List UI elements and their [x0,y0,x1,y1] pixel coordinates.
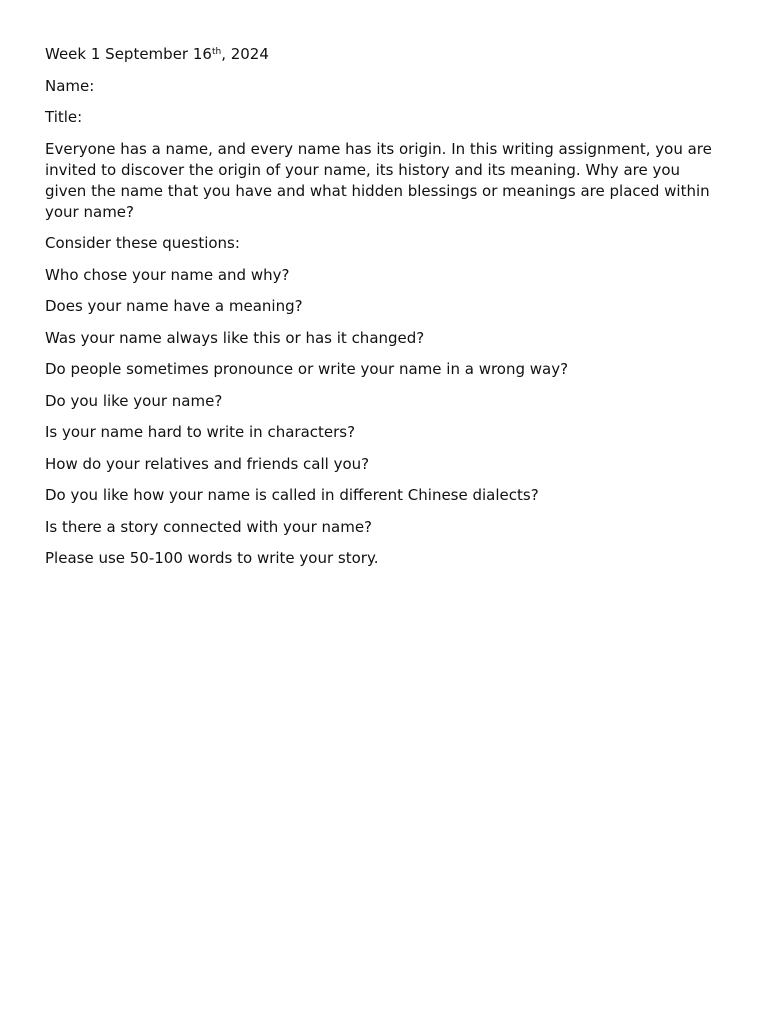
question-item: How do your relatives and friends call you? [45,454,370,473]
name-label: Name: [45,76,95,95]
question-list [45,265,725,538]
question-item: Do you like how your name is called in different Chinese dialects? [45,486,539,504]
question-item: Do you like your name? [45,391,223,410]
document-body [45,44,725,580]
question-item: Do people sometimes pronounce or write your name in a wrong way? [45,360,569,378]
title-label: Title: [45,108,83,126]
date-year: , 2024 [221,45,269,63]
question-item: Is there a story connected with your name? [45,517,373,536]
date-ordinal-suffix: th [211,47,222,57]
date-line [45,44,725,65]
question-item: Does your name have a meaning? [45,297,303,315]
closing-instruction: Please use 50-100 words to write your story. [45,549,379,567]
question-item: Who chose your name and why? [45,265,290,284]
question-item: Is your name hard to write in characters? [45,423,356,441]
questions-heading: Consider these questions: [45,234,240,252]
question-item: Was your name always like this or has it changed? [45,328,425,347]
date-prefix: Week 1 September 16 [45,45,212,63]
intro-paragraph: Everyone has a name, and every name has its origin. In this writing assignment, you are invited to discover the origin of your name, its history and its meaning. Why are you given the name that you have and what hidden blessings or meanings are placed within your name? [45,139,712,221]
